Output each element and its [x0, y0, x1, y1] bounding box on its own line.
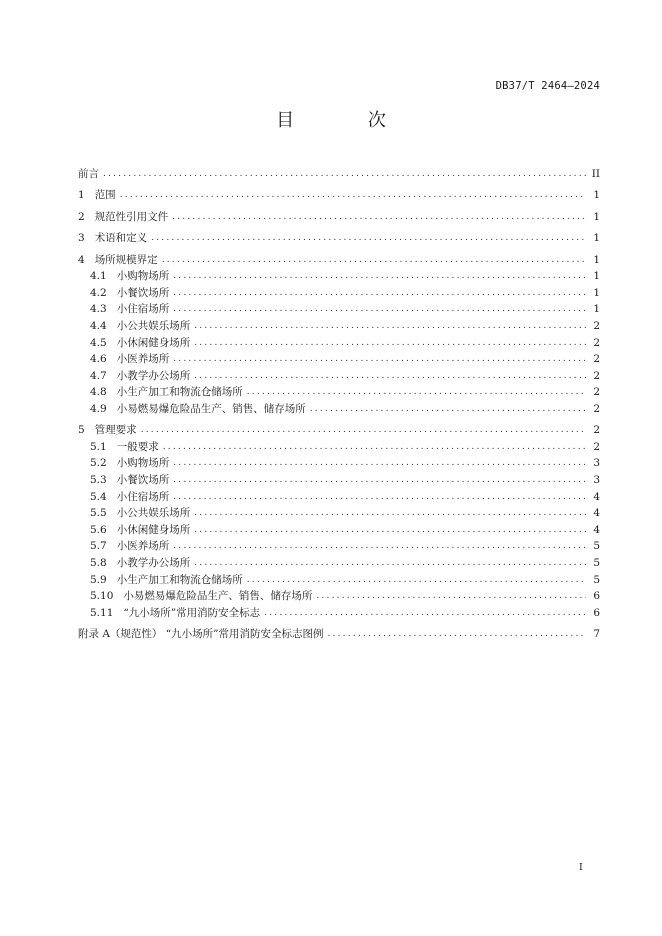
toc-entry-title: 小公共娱乐场所: [116, 507, 191, 520]
toc-entry-page: 2: [593, 424, 600, 437]
page-number: I: [579, 862, 583, 873]
toc-entry[interactable]: [78, 368, 600, 385]
toc-entry-title: 管理要求: [94, 424, 137, 437]
toc-entry-dot-leader: [172, 209, 586, 226]
toc-entry-title: 一般要求: [116, 440, 159, 453]
toc-entry-page: 7: [593, 628, 600, 641]
toc-entry-page: 4: [593, 523, 600, 536]
toc-entry-number: 5.7: [90, 540, 107, 553]
toc-entry-number: 5: [78, 424, 85, 437]
toc-entry-number: 2: [78, 210, 85, 223]
toc-entry-number: 5.2: [90, 457, 107, 470]
toc-entry-title: “九小场所”常用消防安全标志: [123, 606, 261, 619]
toc-entry[interactable]: [78, 439, 600, 456]
toc-entry-number: 5.8: [90, 557, 107, 570]
toc-entry-dot-leader: [173, 285, 586, 302]
toc-entry-page: 6: [593, 606, 600, 619]
toc-entry-title: 小易燃易爆危险品生产、销售、储存场所: [123, 590, 313, 603]
page-title: 目 次: [276, 110, 420, 131]
toc-entry-number: 4.2: [90, 286, 107, 299]
toc-entry-dot-leader: [310, 401, 586, 418]
toc-entry-title: 小休闲健身场所: [116, 523, 191, 536]
toc-entry-number: 4.8: [90, 386, 107, 399]
toc-entry-page: 3: [593, 474, 600, 487]
toc-entry[interactable]: [78, 555, 600, 572]
toc-entry-number: 5.5: [90, 507, 107, 520]
toc-entry-title: 小生产加工和物流仓储场所: [116, 386, 243, 399]
toc-entry-title: 附录 A（规范性） “九小场所”常用消防安全标志图例: [78, 628, 324, 641]
toc-entry[interactable]: [78, 489, 600, 506]
toc-entry-dot-leader: [194, 368, 586, 385]
toc-entry-number: 4.9: [90, 402, 107, 415]
toc-entry-dot-leader: [103, 166, 586, 183]
toc-entry-page: 3: [593, 457, 600, 470]
toc-entry-number: 4.6: [90, 353, 107, 366]
toc-entry-number: 4.7: [90, 369, 107, 382]
toc-entry-dot-leader: [173, 455, 586, 472]
toc-entry[interactable]: [78, 318, 600, 335]
toc-entry[interactable]: [78, 472, 600, 489]
toc-entry-title: 小教学办公场所: [116, 369, 191, 382]
toc-entry-number: 5.3: [90, 474, 107, 487]
toc-entry[interactable]: [78, 626, 600, 643]
toc-entry-title: 小购物场所: [116, 270, 170, 283]
toc-entry-title: 小公共娱乐场所: [116, 319, 191, 332]
toc-entry[interactable]: [78, 588, 600, 605]
toc-entry-page: 5: [593, 540, 600, 553]
toc-entry[interactable]: [78, 335, 600, 352]
toc-entry-title: 小医养场所: [116, 353, 170, 366]
toc-entry-dot-leader: [194, 318, 586, 335]
toc-entry[interactable]: [78, 166, 600, 183]
toc-entry-title: 小生产加工和物流仓储场所: [116, 573, 243, 586]
toc-entry-title: 小易燃易爆危险品生产、销售、储存场所: [116, 402, 306, 415]
toc-entry[interactable]: [78, 230, 600, 247]
document-code: DB37/T 2464—2024: [495, 80, 600, 92]
toc-entry-number: 4.3: [90, 303, 107, 316]
toc-entry-title: 小医养场所: [116, 540, 170, 553]
toc-entry-title: 小教学办公场所: [116, 557, 191, 570]
toc-entry-dot-leader: [163, 439, 586, 456]
toc-entry-dot-leader: [194, 335, 586, 352]
toc-entry-page: 2: [593, 353, 600, 366]
toc-entry-dot-leader: [162, 252, 586, 269]
toc-entry-title: 小住宿场所: [116, 490, 170, 503]
toc-entry-dot-leader: [141, 422, 586, 439]
toc-entry-number: 5.11: [90, 606, 114, 619]
toc-entry-page: 1: [593, 270, 600, 283]
toc-entry-dot-leader: [194, 522, 586, 539]
toc-entry[interactable]: [78, 268, 600, 285]
toc-entry-number: 1: [78, 189, 85, 202]
toc-entry-page: 1: [593, 286, 600, 299]
toc-entry-title: 前言: [78, 168, 99, 180]
toc-entry-number: 4.5: [90, 336, 107, 349]
toc-entry[interactable]: [78, 351, 600, 368]
toc-entry-number: 3: [78, 232, 85, 245]
toc-entry-number: 5.4: [90, 490, 107, 503]
toc-entry-number: 5.6: [90, 523, 107, 536]
toc-entry-page: II: [591, 168, 600, 180]
toc-entry-page: 5: [593, 573, 600, 586]
toc-entry-page: 5: [593, 557, 600, 570]
toc-entry-title: 场所规模界定: [94, 253, 158, 266]
toc-entry[interactable]: [78, 252, 600, 269]
toc-entry-number: 5.9: [90, 573, 107, 586]
toc-entry-title: 规范性引用文件: [94, 210, 169, 223]
toc-entry[interactable]: [78, 505, 600, 522]
toc-entry-title: 小餐饮场所: [116, 286, 170, 299]
toc-entry-page: 4: [593, 507, 600, 520]
toc-entry-page: 2: [593, 386, 600, 399]
toc-entry[interactable]: [78, 187, 600, 204]
toc-entry-page: 6: [593, 590, 600, 603]
toc-entry-page: 1: [593, 210, 600, 223]
toc-entry-title: 小休闲健身场所: [116, 336, 191, 349]
toc-entry-page: 4: [593, 490, 600, 503]
toc-entry-dot-leader: [173, 268, 586, 285]
toc-entry-number: 4.1: [90, 270, 107, 283]
toc-entry-page: 2: [593, 369, 600, 382]
toc-entry-title: 小住宿场所: [116, 303, 170, 316]
toc-entry[interactable]: [78, 422, 600, 439]
toc-entry-dot-leader: [264, 605, 586, 622]
toc-entry-title: 小餐饮场所: [116, 474, 170, 487]
toc-entry[interactable]: [78, 285, 600, 302]
toc-entry-page: 2: [593, 402, 600, 415]
toc-entry-page: 1: [593, 253, 600, 266]
toc-entry-dot-leader: [247, 572, 586, 589]
toc-entry-dot-leader: [151, 230, 586, 247]
toc-entry[interactable]: [78, 384, 600, 401]
table-of-contents: [78, 166, 600, 643]
toc-entry-page: 1: [593, 189, 600, 202]
toc-entry[interactable]: [78, 209, 600, 226]
toc-entry-dot-leader: [316, 588, 586, 605]
toc-entry[interactable]: [78, 522, 600, 539]
toc-entry[interactable]: [78, 572, 600, 589]
toc-entry-title: 范围: [94, 189, 116, 202]
toc-entry-page: 2: [593, 319, 600, 332]
toc-entry[interactable]: [78, 538, 600, 555]
toc-entry-dot-leader: [328, 626, 587, 643]
toc-entry-dot-leader: [173, 489, 586, 506]
toc-entry-dot-leader: [194, 505, 586, 522]
toc-entry-dot-leader: [173, 538, 586, 555]
toc-entry-dot-leader: [173, 301, 586, 318]
toc-entry-dot-leader: [173, 472, 586, 489]
toc-entry[interactable]: [78, 301, 600, 318]
toc-entry[interactable]: [78, 401, 600, 418]
toc-entry[interactable]: [78, 605, 600, 622]
toc-entry-dot-leader: [194, 555, 586, 572]
toc-entry-number: 4.4: [90, 319, 107, 332]
toc-entry-title: 小购物场所: [116, 457, 170, 470]
toc-entry-number: 5.1: [90, 440, 107, 453]
toc-entry-page: 1: [593, 303, 600, 316]
toc-entry-page: 2: [593, 440, 600, 453]
toc-entry-dot-leader: [120, 187, 586, 204]
toc-entry[interactable]: [78, 455, 600, 472]
toc-entry-page: 1: [593, 232, 600, 245]
toc-entry-dot-leader: [173, 351, 586, 368]
toc-entry-title: 术语和定义: [94, 232, 148, 245]
toc-entry-dot-leader: [247, 384, 586, 401]
toc-entry-number: 4: [78, 253, 85, 266]
toc-entry-number: 5.10: [90, 590, 114, 603]
toc-entry-page: 2: [593, 336, 600, 349]
